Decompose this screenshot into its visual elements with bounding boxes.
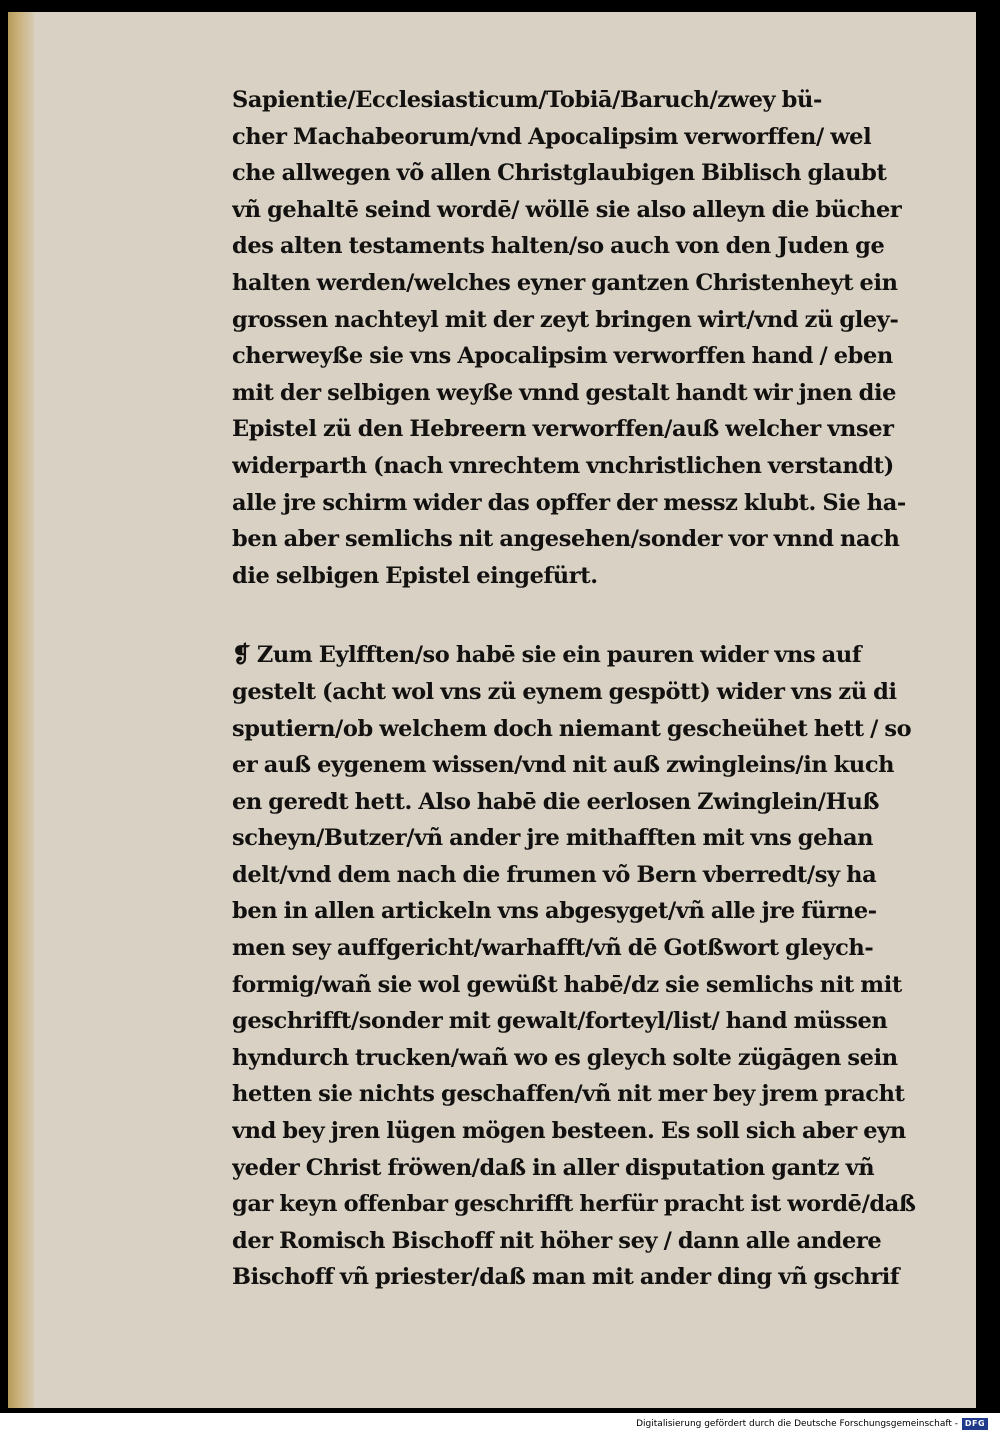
text-line: formig/wañ sie wol gewüßt habē/dz sie semlichs nit mit	[232, 971, 902, 998]
text-line: mit der selbigen weyße vnnd gestalt handt wir jnen die	[232, 379, 897, 406]
text-line: ben in allen artickeln vns abgesyget/vñ alle jre fürne-	[232, 898, 877, 925]
book-page	[8, 12, 976, 1408]
text-line: hetten sie nichts geschaffen/vñ nit mer bey jrem pracht	[232, 1081, 905, 1108]
text-line: halten werden/welches eyner gantzen Christenheyt ein	[232, 269, 898, 296]
text-line: hyndurch trucken/wañ wo es gleych solte zügāgen sein	[232, 1044, 898, 1071]
text-line: geschrifft/sonder mit gewalt/forteyl/list/ hand müssen	[232, 1008, 888, 1035]
paragraph-2	[232, 637, 960, 1296]
text-line: cher Machabeorum/vnd Apocalipsim verworffen/ wel	[232, 123, 872, 150]
text-line: cherweyße sie vns Apocalipsim verworffen hand / eben	[232, 343, 893, 370]
text-line: Bischoff vñ priester/daß man mit ander ding vñ gschrif	[232, 1264, 900, 1291]
dfg-logo: DFG	[962, 1418, 988, 1430]
text-line: gar keyn offenbar geschrifft herfür pracht ist wordē/daß	[232, 1191, 916, 1218]
text-line: die selbigen Epistel eingefürt.	[232, 562, 598, 589]
text-line: che allwegen võ allen Christglaubigen Biblisch glaubt	[232, 160, 887, 187]
text-line: des alten testaments halten/so auch von den Juden ge	[232, 233, 885, 260]
text-line: en geredt hett. Also habē die eerlosen Zwinglein/Huß	[232, 788, 880, 815]
text-line: scheyn/Butzer/vñ ander jre mithafften mit vns gehan	[232, 825, 874, 852]
text-line: grossen nachteyl mit der zeyt bringen wirt/vnd zü gley-	[232, 306, 899, 333]
text-line: gestelt (acht wol vns zü eynem gespött) wider vns zü di	[232, 678, 897, 705]
page-binding-edge	[8, 12, 34, 1408]
text-line: yeder Christ fröwen/daß in aller disputation gantz vñ	[232, 1154, 875, 1181]
text-line: ben aber semlichs nit angesehen/sonder vor vnnd nach	[232, 526, 900, 553]
text-line: widerparth (nach vnrechtem vnchristlichen verstandt)	[232, 452, 894, 479]
text-line: der Romisch Bischoff nit höher sey / dann alle andere	[232, 1227, 882, 1254]
paragraph-1	[232, 82, 960, 594]
text-block	[232, 82, 960, 1296]
text-line: Sapientie/Ecclesiasticum/Tobiā/Baruch/zwey bü-	[232, 87, 822, 113]
text-line: vnd bey jren lügen mögen besteen. Es soll sich aber eyn	[232, 1118, 906, 1145]
text-line: vñ gehaltē seind wordē/ wöllē sie also alleyn die bücher	[232, 196, 902, 223]
digitization-credit	[636, 1417, 988, 1431]
text-line: delt/vnd dem nach die frumen võ Bern vberredt/sy ha	[232, 861, 877, 888]
text-line: Epistel zü den Hebreern verworffen/auß welcher vnser	[232, 416, 894, 443]
text-line: men sey auffgericht/warhafft/vñ dē Gotßwort gleych-	[232, 935, 874, 962]
text-line: sputiern/ob welchem doch niemant gescheühet hett / so	[232, 715, 912, 742]
text-line: er auß eygenem wissen/vnd nit auß zwingleins/in kuch	[232, 752, 895, 779]
funding-notice: Digitalisierung gefördert durch die Deutsche Forschungsgemeinschaft -	[636, 1419, 958, 1429]
text-line: ❡ Zum Eylfften/so habē sie ein pauren wider vns auf	[232, 642, 862, 669]
text-line: alle jre schirm wider das opffer der messz klubt. Sie ha-	[232, 489, 906, 516]
